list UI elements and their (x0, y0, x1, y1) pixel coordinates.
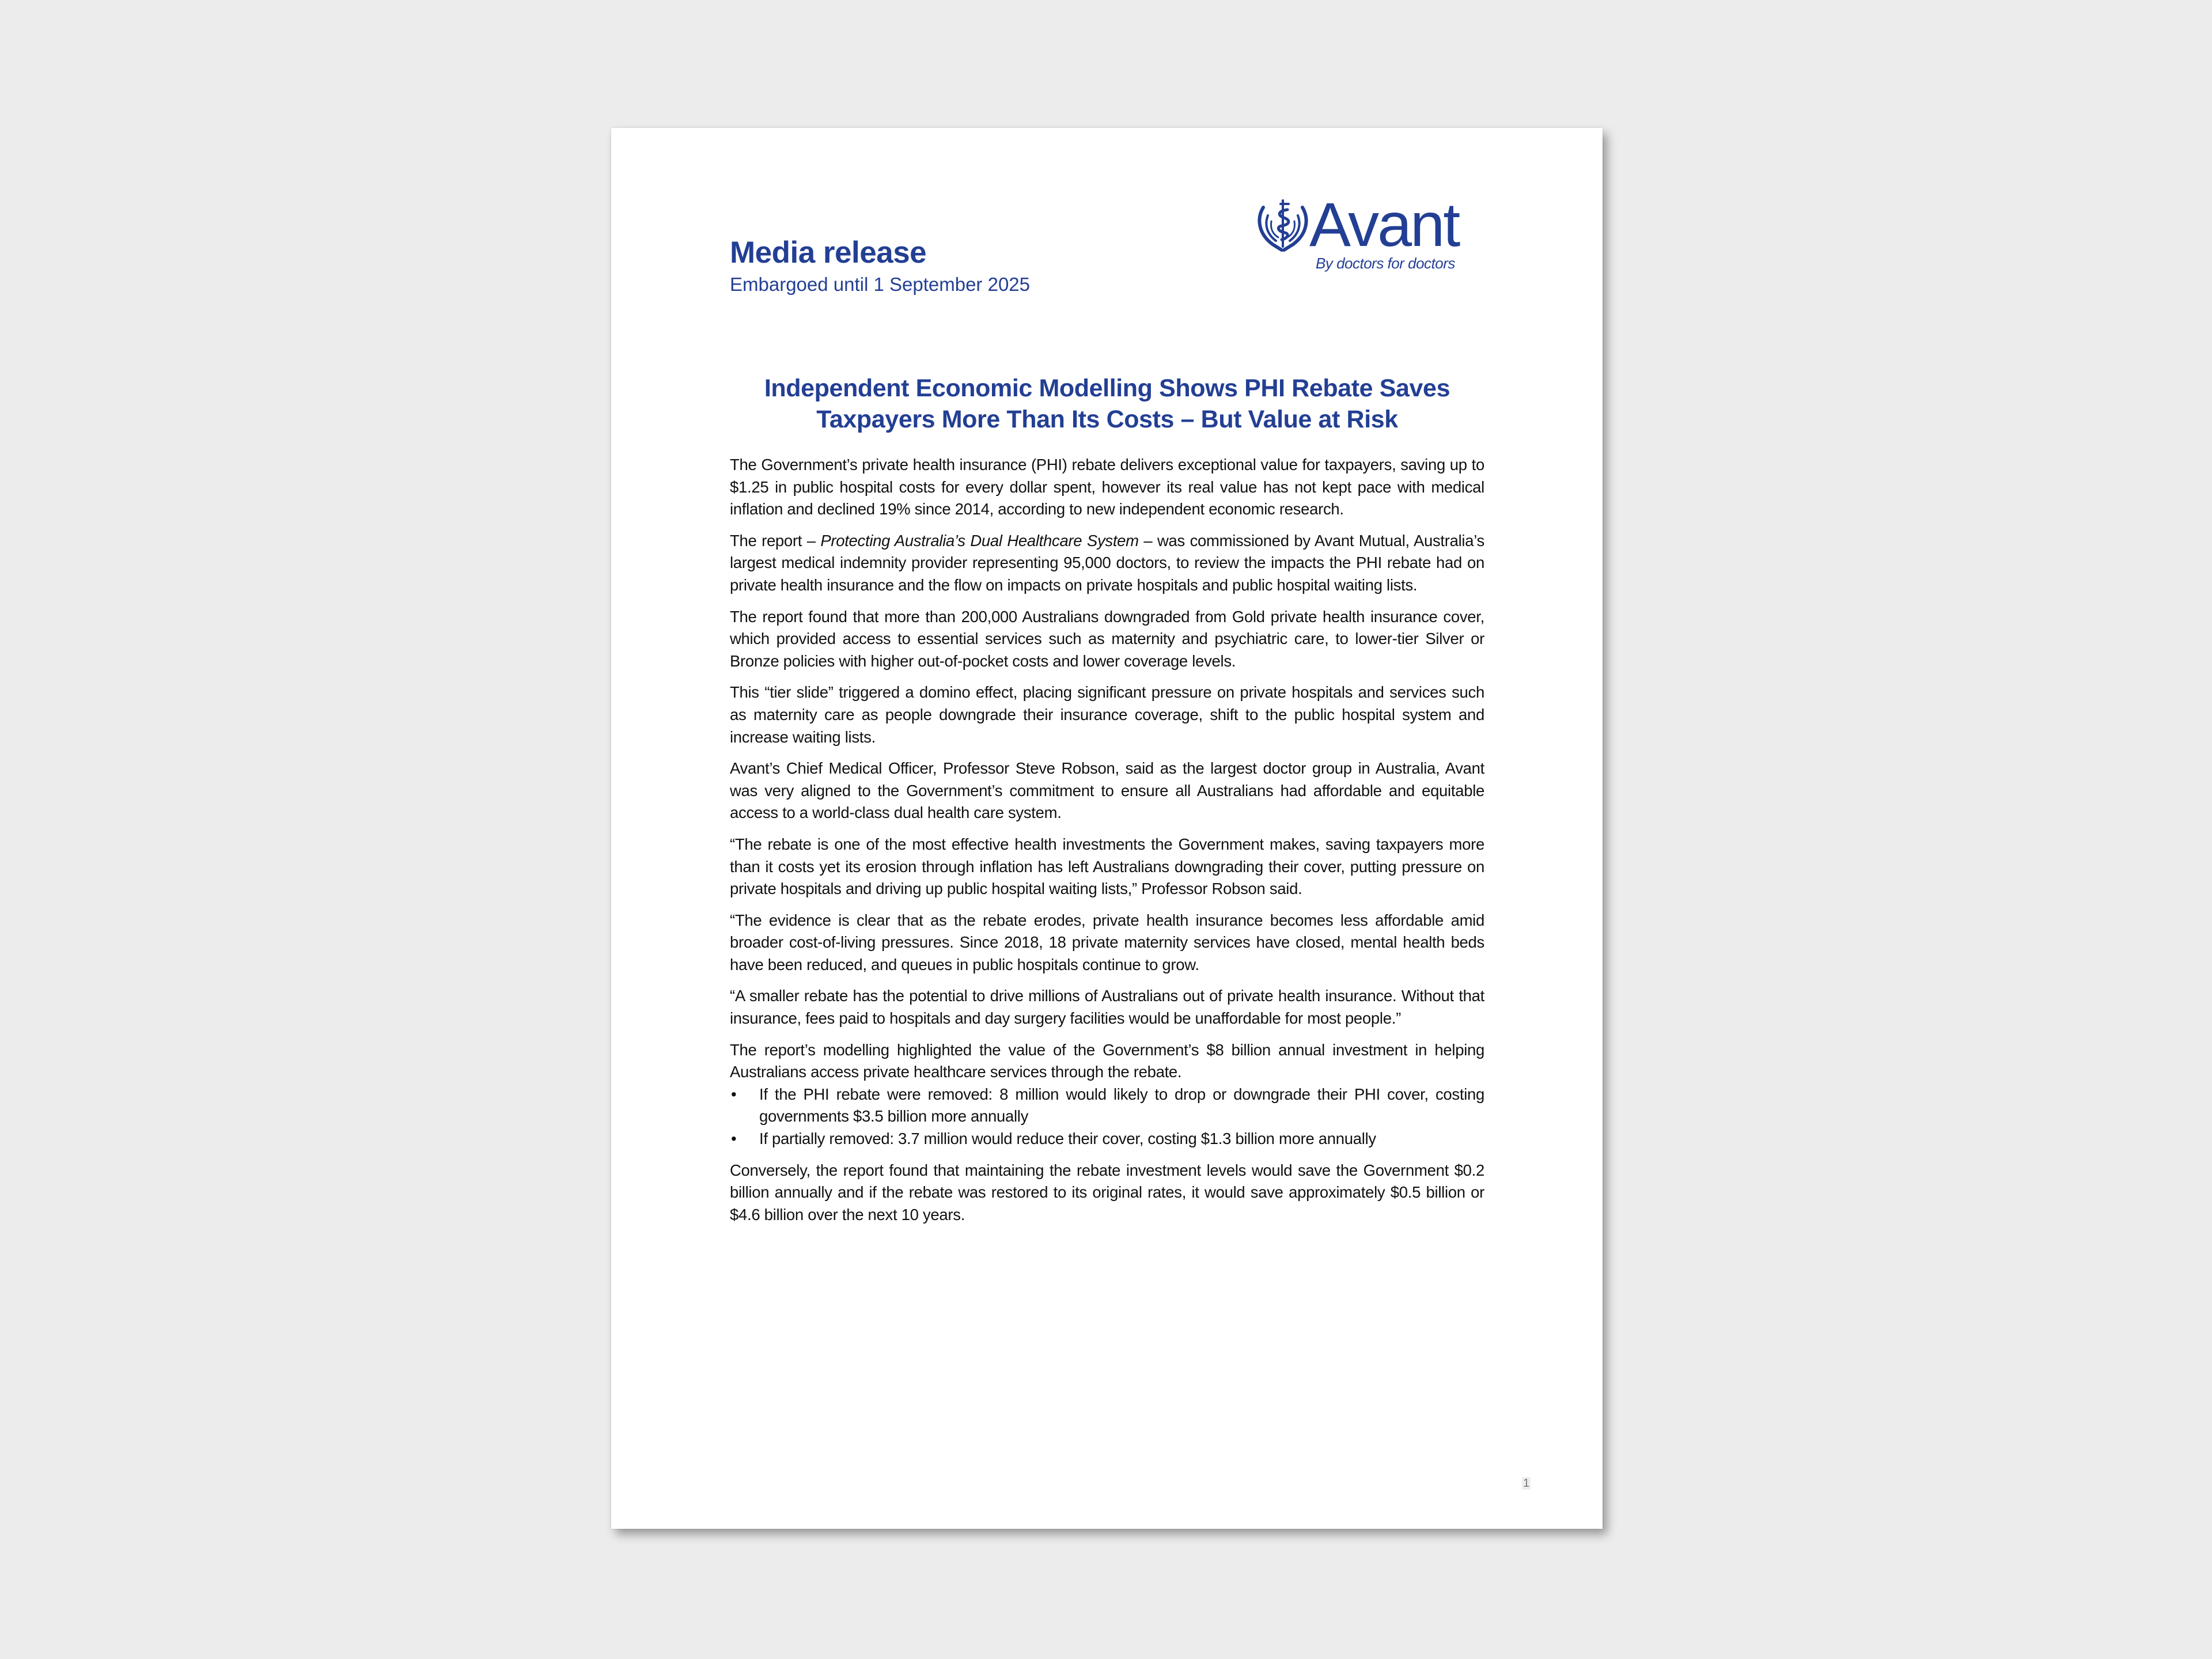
paragraph-cmo: Avant’s Chief Medical Officer, Professor Steve Robson, said as the largest doctor group in Australia, Avant was very aligned to the Government’s commitment to ensure all Australians had affordable and equitable access to a world-class dual health care system. (730, 759, 1484, 822)
page-number: 1 (1523, 1477, 1530, 1490)
logo-tagline: By doctors for doctors (1316, 255, 1455, 272)
headline-line-2: Taxpayers More Than Its Costs – But Value at Risk (816, 406, 1398, 433)
scenario-list (730, 1084, 1484, 1150)
paragraph-quote-2: “The evidence is clear that as the rebate erodes, private health insurance becomes less affordable amid broader cost-of-living pressures. Since 2018, 18 private maternity services have closed, mental health beds have been reduced, and queues in public hospitals continue to grow. (730, 911, 1484, 974)
logo-wordmark: Avant (1309, 190, 1459, 259)
list-item (730, 1128, 1484, 1150)
paragraph-conclusion: Conversely, the report found that maintaining the rebate investment levels would save the Government $0.2 billion annually and if the rebate was restored to its original rates, it would save approximately $0.5 billion or $4.6 billion over the next 10 years. (730, 1161, 1484, 1224)
list-item-text: If the PHI rebate were removed: 8 million would likely to drop or downgrade their PHI cover, costing governments $3.5 billion more annually (759, 1085, 1484, 1126)
bullet-icon: • (731, 1130, 737, 1148)
paragraph-intro: The Government’s private health insurance (PHI) rebate delivers exceptional value for taxpayers, saving up to $1.25 in public hospital costs for every dollar spent, however its real value has not kept pace with medical inflation and declined 19% since 2014, according to new independent economic research. (730, 456, 1484, 518)
headline (730, 373, 1484, 435)
paragraph-quote-3: “A smaller rebate has the potential to drive millions of Australians out of private health insurance. Without that insurance, fees paid to hospitals and day surgery facilities would be unaffordable for most people.” (730, 987, 1484, 1028)
headline-line-1: Independent Economic Modelling Shows PHI Rebate Saves (764, 374, 1450, 402)
embargo-date: Embargoed until 1 September 2025 (730, 274, 1031, 295)
body-text (730, 454, 1484, 1235)
paragraph-findings: The report found that more than 200,000 Australians downgraded from Gold private health insurance cover, which provided access to essential services such as maternity and psychiatric care, to lower-tier Silver or Bronze policies with higher out-of-pocket costs and lower coverage levels. (730, 607, 1484, 670)
paragraph-report-rest: – was commissioned by Avant Mutual, Australia’s largest medical indemnity provider representing 95,000 doctors, to review the impacts the PHI rebate had on private health insurance and the flow on impacts on private hospitals and public hospital waiting lists. (730, 531, 1485, 594)
paragraph-quote-1: “The rebate is one of the most effective health investments the Government makes, saving taxpayers more than it costs yet its erosion through inflation has left Australians downgrading their cover, putting pressure on private hospitals and driving up public hospital waiting lists,” Professor Robson said. (730, 835, 1484, 898)
rod-of-asclepius-wings-icon (1255, 198, 1310, 253)
media-release-title: Media release (730, 236, 927, 270)
document-page (611, 128, 1603, 1529)
paragraph-report-lead: The report – (730, 531, 821, 550)
paragraph-tier-slide: This “tier slide” triggered a domino effect, placing significant pressure on private hospitals and services such as maternity care as people downgrade their insurance coverage, shift to the public hospital system and increase waiting lists. (730, 683, 1484, 746)
list-item-text: If partially removed: 3.7 million would reduce their cover, costing $1.3 billion more annually (759, 1130, 1376, 1148)
bullet-icon: • (731, 1085, 737, 1103)
paragraph-modelling: The report’s modelling highlighted the value of the Government’s $8 billion annual investment in helping Australians access private healthcare services through the rebate. (730, 1040, 1484, 1081)
avant-logo (1255, 190, 1486, 279)
paragraph-report (730, 530, 1484, 597)
report-title: Protecting Australia’s Dual Healthcare System (820, 531, 1139, 550)
list-item (730, 1084, 1484, 1128)
